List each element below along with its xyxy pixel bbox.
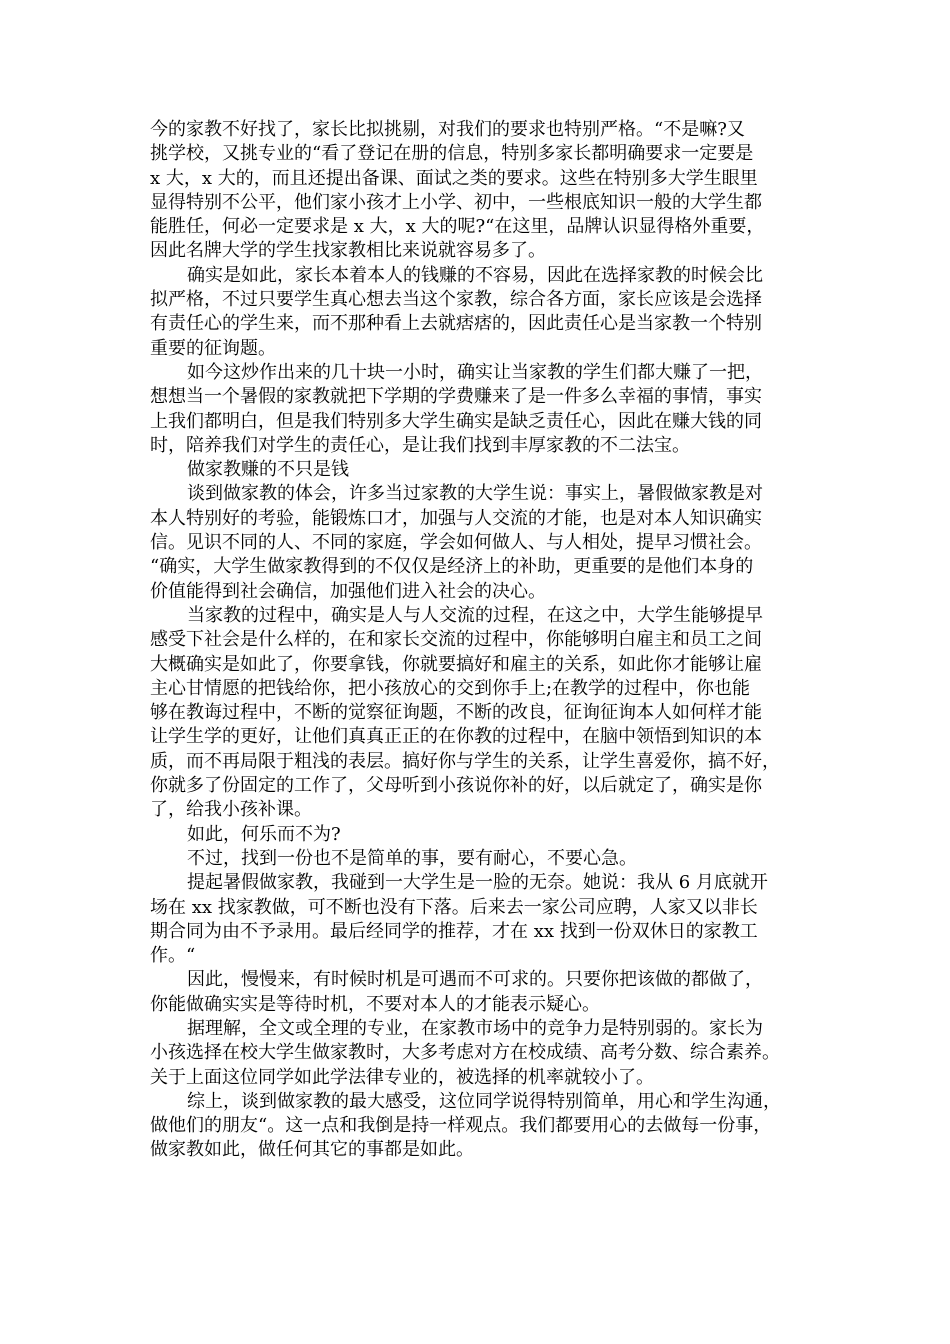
text-line: 当家教的过程中，确实是人与人交流的过程，在这之中，大学生能够提早 (187, 604, 763, 626)
text-line: 主心甘情愿的把钱给你，把小孩放心的交到你手上;在教学的过程中，你也能 (150, 677, 751, 699)
paragraph (150, 604, 804, 823)
paragraph (150, 482, 804, 603)
text-line: 了，给我小孩补课。 (150, 799, 312, 821)
text-line: 挑学校，又挑专业的“看了登记在册的信息，特别多家长都明确要求一定要是 (150, 143, 754, 165)
text-line: “确实，大学生做家教得到的不仅仅是经济上的补助，更重要的是他们本身的 (150, 556, 754, 578)
text-line: 做家教如此，做任何其它的事都是如此。 (150, 1139, 474, 1161)
text-line: 提起暑假做家教，我碰到一大学生是一脸的无奈。她说：我从 6 月底就开 (187, 872, 768, 894)
text-line: 感受下社会是什么样的，在和家长交流的过程中，你能够明白雇主和员工之间 (150, 629, 762, 651)
text-line: 重要的征询题。 (150, 337, 276, 359)
paragraph (150, 1090, 804, 1163)
text-line: 质，而不再局限于粗浅的表层。搞好你与学生的关系，让学生喜爱你，搞不好， (150, 750, 780, 772)
paragraph (150, 871, 804, 968)
text-line: 大概确实是如此了，你要拿钱，你就要搞好和雇主的关系，如此你才能够让雇 (150, 653, 762, 675)
text-line: 想想当一个暑假的家教就把下学期的学费赚来了是一件多么幸福的事情，事实 (150, 386, 762, 408)
paragraph (150, 118, 804, 264)
paragraph (150, 264, 804, 361)
paragraph (150, 1017, 804, 1090)
text-line: 做他们的朋友“。这一点和我倒是持一样观点。我们都要用心的去做每一份事， (150, 1115, 772, 1137)
text-line: 够在教诲过程中，不断的觉察征询题，不断的改良，征询征询本人如何样才能 (150, 702, 762, 724)
text-line: 期合同为由不予录用。最后经同学的推荐，才在 xx 找到一份双休日的家教工 (150, 920, 758, 942)
text-line: 不过，找到一份也不是简单的事，要有耐心，不要心急。 (187, 847, 637, 869)
text-line: 价值能得到社会确信，加强他们进入社会的决心。 (150, 580, 546, 602)
text-line: 信。见识不同的人、不同的家庭，学会如何做人、与人相处，提早习惯社会。 (150, 532, 762, 554)
paragraph (150, 968, 804, 1017)
text-line: 因此，慢慢来，有时候时机是可遇而不可求的。只要你把该做的都做了， (187, 969, 763, 991)
text-line: 因此名牌大学的学生找家教相比来说就容易多了。 (150, 240, 546, 262)
text-line: 时，陪养我们对学生的责任心，是让我们找到丰厚家教的不二法宝。 (150, 434, 690, 456)
text-line: 你就多了份固定的工作了，父母听到小孩说你补的好，以后就定了，确实是你 (150, 775, 762, 797)
text-line: 确实是如此，家长本着本人的钱赚的不容易，因此在选择家教的时候会比 (187, 264, 763, 286)
text-line: 场在 xx 找家教做，可不断也没有下落。后来去一家公司应聘，人家又以非长 (150, 896, 758, 918)
paragraph (150, 458, 804, 482)
paragraph (150, 823, 804, 847)
document-body (150, 118, 804, 1163)
paragraph (150, 361, 804, 458)
text-line: 做家教赚的不只是钱 (187, 459, 349, 481)
text-line: 让学生学的更好，让他们真真正正的在你教的过程中，在脑中领悟到知识的本 (150, 726, 762, 748)
text-line: 有责任心的学生来，而不那种看上去就痞痞的，因此责任心是当家教一个特别 (150, 313, 762, 335)
text-line: 关于上面这位同学如此学法律专业的，被选择的机率就较小了。 (150, 1066, 654, 1088)
text-line: 今的家教不好找了，家长比拟挑剔，对我们的要求也特别严格。“不是嘛?又 (150, 119, 745, 140)
text-line: 据理解，全文或全理的专业，在家教市场中的竞争力是特别弱的。家长为 (187, 1017, 763, 1039)
text-line: 作。“ (150, 945, 196, 967)
text-line: 本人特别好的考验，能锻炼口才，加强与人交流的才能，也是对本人知识确实 (150, 507, 762, 529)
text-line: 谈到做家教的体会，许多当过家教的大学生说：事实上，暑假做家教是对 (187, 483, 763, 505)
text-line: 上我们都明白，但是我们特别多大学生确实是缺乏责任心，因此在赚大钱的同 (150, 410, 762, 432)
text-line: 能胜任，何必一定要求是 x 大，x 大的呢?“在这里，品牌认识显得格外重要， (150, 216, 765, 238)
text-line: 拟严格，不过只要学生真心想去当这个家教，综合各方面，家长应该是会选择 (150, 289, 762, 311)
text-line: 综上，谈到做家教的最大感受，这位同学说得特别简单，用心和学生沟通， (187, 1090, 781, 1112)
text-line: 小孩选择在校大学生做家教时，大多考虑对方在校成绩、高考分数、综合素养。 (150, 1042, 780, 1064)
text-line: 如今这炒作出来的几十块一小时，确实让当家教的学生们都大赚了一把， (187, 361, 763, 383)
paragraph (150, 847, 804, 871)
text-line: 你能做确实实是等待时机，不要对本人的才能表示疑心。 (150, 993, 600, 1015)
text-line: x 大，x 大的，而且还提出备课、面试之类的要求。这些在特别多大学生眼里 (150, 167, 758, 189)
text-line: 显得特别不公平，他们家小孩才上小学、初中，一些根底知识一般的大学生都 (150, 191, 762, 213)
text-line: 如此，何乐而不为? (187, 823, 341, 845)
